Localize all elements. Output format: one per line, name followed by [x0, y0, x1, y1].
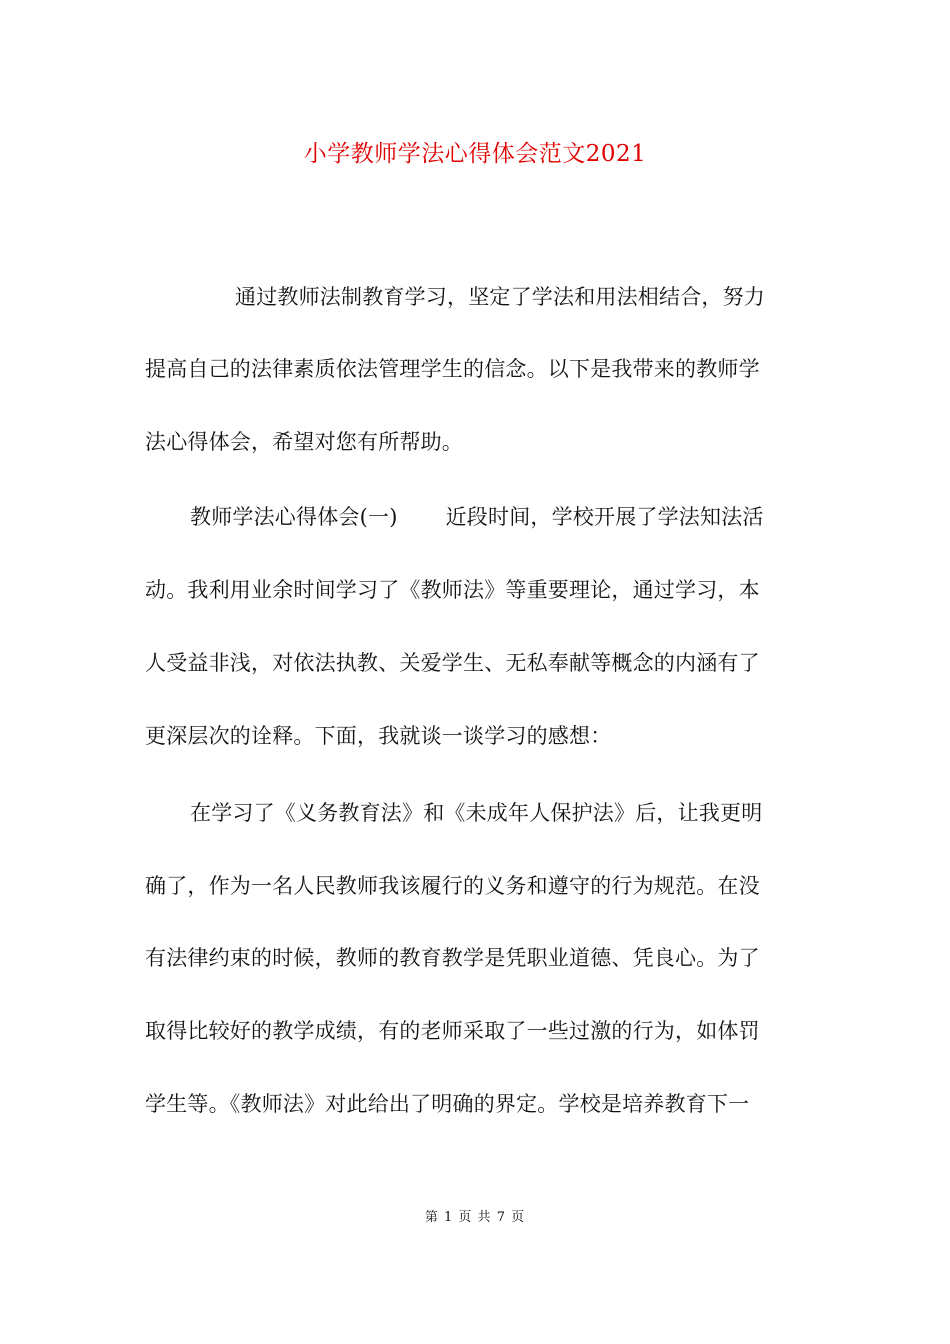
- paragraph-line: 取得比较好的教学成绩，有的老师采取了一些过激的行为，如体罚: [145, 1019, 760, 1043]
- page-number-footer: 第 1 页 共 7 页: [424, 1210, 526, 1225]
- paragraph-line: 更深层次的诠释。下面，我就谈一谈学习的感想：: [145, 724, 612, 748]
- paragraph-line: 确了，作为一名人民教师我该履行的义务和遵守的行为规范。在没: [145, 874, 760, 898]
- document-title: 小学教师学法心得体会范文2021: [303, 141, 647, 167]
- paragraph-line: 法心得体会，希望对您有所帮助。: [145, 430, 463, 454]
- paragraph-line: [145, 499, 810, 535]
- paragraph-line: 动。我利用业余时间学习了《教师法》等重要理论，通过学习，本: [145, 578, 760, 602]
- paragraph-line: 通过教师法制教育学习，坚定了学法和用法相结合，努力: [235, 285, 765, 309]
- paragraph-line: 提高自己的法律素质依法管理学生的信念。以下是我带来的教师学: [145, 357, 760, 381]
- paragraph-line: 学生等。《教师法》对此给出了明确的界定。学校是培养教育下一: [145, 1092, 750, 1116]
- paragraph-line: 人受益非浅，对依法执教、关爱学生、无私奉献等概念的内涵有了: [145, 651, 760, 675]
- section-heading: 教师学法心得体会(一): [190, 505, 398, 529]
- paragraph-line: 有法律约束的时候，教师的教育教学是凭职业道德、凭良心。为了: [145, 946, 760, 970]
- paragraph-line: 在学习了《义务教育法》和《未成年人保护法》后，让我更明: [190, 801, 763, 825]
- paragraph-text: 近段时间，学校开展了学法知法活: [445, 505, 764, 529]
